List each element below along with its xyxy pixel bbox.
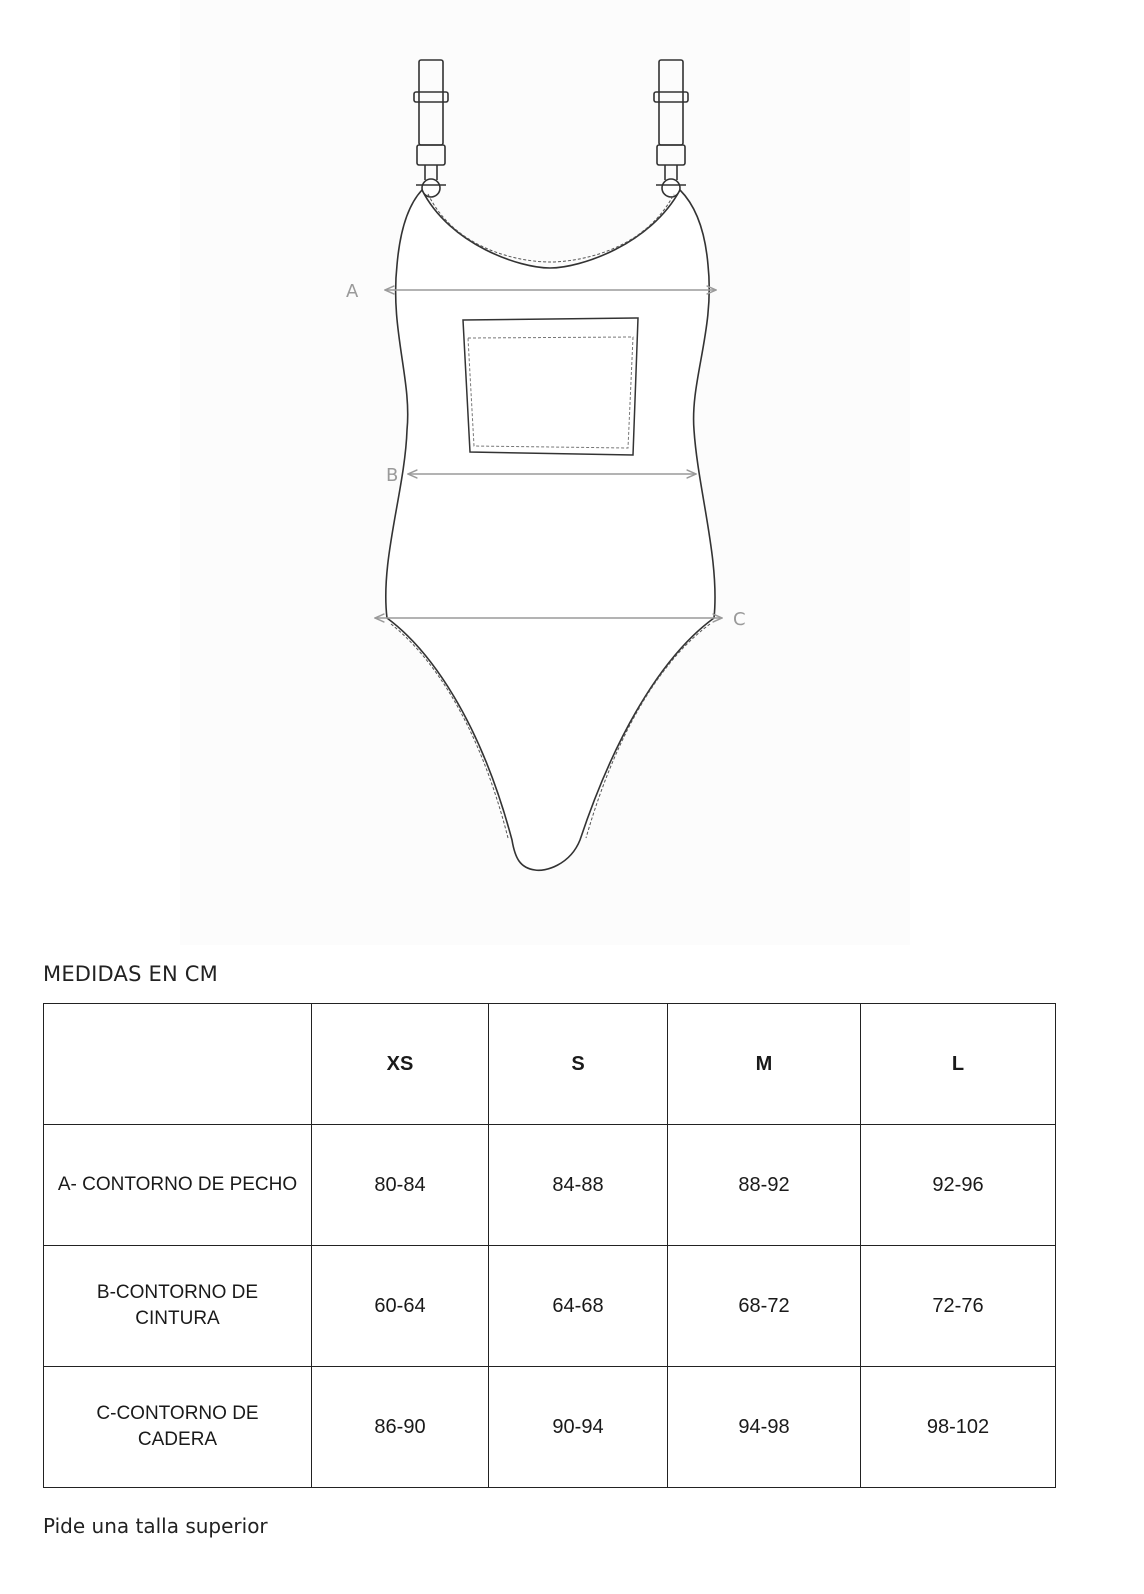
table-cell: 98-102: [861, 1367, 1056, 1488]
header-size-xs: XS: [312, 1004, 489, 1125]
table-row: [44, 1125, 1056, 1246]
header-size-l: L: [861, 1004, 1056, 1125]
marker-b: B: [386, 465, 399, 486]
marker-a: A: [346, 281, 359, 302]
table-cell: 92-96: [861, 1125, 1056, 1246]
table-cell: 88-92: [668, 1125, 861, 1246]
table-row: [44, 1246, 1056, 1367]
table-cell: 64-68: [489, 1246, 668, 1367]
table-cell: 90-94: [489, 1367, 668, 1488]
header-empty-cell: [44, 1004, 312, 1125]
header-size-m: M: [668, 1004, 861, 1125]
row-label-hip: C-CONTORNO DE CADERA: [44, 1367, 312, 1488]
header-size-s: S: [489, 1004, 668, 1125]
row-label-waist: B-CONTORNO DE CINTURA: [44, 1246, 312, 1367]
row-label-chest: A- CONTORNO DE PECHO: [44, 1125, 312, 1246]
table-cell: 94-98: [668, 1367, 861, 1488]
table-cell: 68-72: [668, 1246, 861, 1367]
table-cell: 84-88: [489, 1125, 668, 1246]
table-cell: 80-84: [312, 1125, 489, 1246]
table-cell: 60-64: [312, 1246, 489, 1367]
size-advice-note: Pide una talla superior: [43, 1514, 268, 1538]
table-header-row: [44, 1004, 1056, 1125]
table-cell: 86-90: [312, 1367, 489, 1488]
measurements-title: MEDIDAS EN CM: [43, 962, 218, 986]
table-cell: 72-76: [861, 1246, 1056, 1367]
table-row: [44, 1367, 1056, 1488]
size-chart-table: [43, 1003, 1056, 1488]
marker-c: C: [733, 609, 746, 630]
